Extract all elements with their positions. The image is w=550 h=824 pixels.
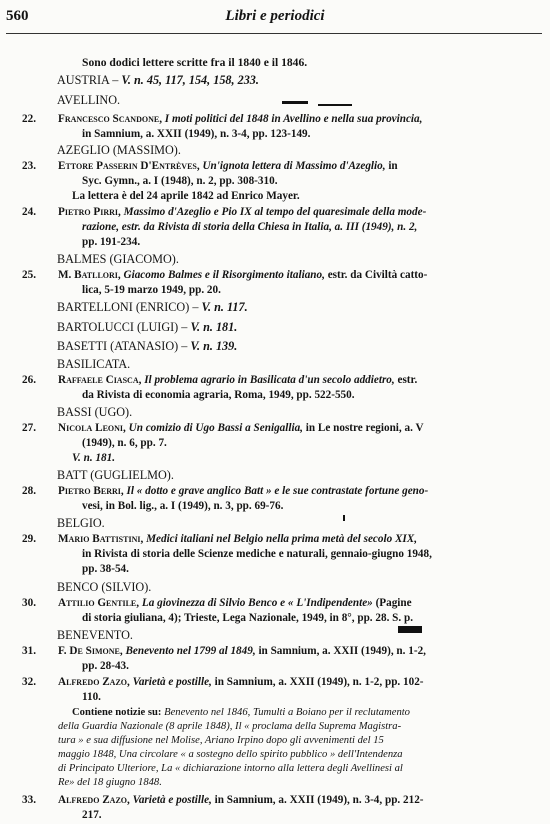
section-heading: AUSTRIA – — [57, 73, 119, 87]
note-line: tura » e sua diffusione nel Molise, Ariano Irpino dopo gli avvenimenti del 15 — [58, 735, 384, 746]
entry-number: 29. — [22, 533, 36, 545]
entry-title: La giovinezza di Silvio Benco e « L'Indipendente» — [141, 597, 373, 609]
entry-number: 28. — [22, 485, 36, 497]
entry-author: Pietro Berri, — [58, 485, 124, 497]
entry-author: Attilio Gentile, — [58, 597, 140, 609]
section-batt: BATT (GUGLIELMO). — [57, 468, 174, 482]
entry-continuation: da Rivista di economia agraria, Roma, 1949, pp. 522-550. — [82, 389, 355, 401]
entry-continuation: Syc. Gymn., a. I (1948), n. 2, pp. 308-310. — [82, 175, 278, 187]
section-heading: BARTELLONI (ENRICO) – — [57, 300, 199, 314]
entry-title: Giacomo Balmes e il Risorgimento italiano, — [123, 269, 325, 281]
entry-continuation: razione, estr. da Rivista di storia della Chiesa in Italia, a. III (1949), n. 2, — [82, 221, 418, 233]
section-azeglio: AZEGLIO (MASSIMO). — [57, 143, 181, 157]
entry-number: 25. — [22, 269, 36, 281]
entry-title: Il « dotto e grave anglico Batt » e le sue contrastate fortune geno- — [126, 485, 429, 497]
note-line: Re» del 18 giugno 1848. — [58, 777, 162, 788]
entry-continuation: lica, 5-19 marzo 1949, pp. 20. — [82, 284, 221, 296]
section-avellino: AVELLINO. — [57, 93, 121, 107]
entry-continuation: in Samnium, a. XXII (1949), n. 3-4, pp. 123-149. — [82, 128, 311, 140]
section-balmes: BALMES (GIACOMO). — [57, 252, 179, 266]
entry-23 — [58, 159, 398, 173]
entry-author: M. Batllori, — [58, 269, 121, 281]
entry-number: 32. — [22, 676, 36, 688]
entry-continuation: 217. — [82, 809, 102, 821]
entry-author: Pietro Pirri, — [58, 206, 121, 218]
section-ref: V. n. 45, 117, 154, 158, 233. — [121, 73, 259, 87]
entry-title-tail: in Samnium, a. XXII (1949), n. 3-4, pp. 212- — [211, 794, 424, 806]
entry-title: Un'ignota lettera di Massimo d'Azeglio, — [202, 160, 386, 172]
entry-26 — [58, 373, 417, 387]
entry-author: F. De Simone, — [58, 645, 123, 657]
entry-note — [72, 706, 410, 720]
note-line: maggio 1848, Una circolare « a sostegno dello spirito pubblico » dell'Intendenza — [58, 749, 403, 760]
section-ref: V. n. 117. — [201, 300, 248, 314]
entry-author: Mario Battistini, — [58, 533, 144, 545]
entry-22 — [58, 112, 422, 126]
entry-continuation: pp. 38-54. — [82, 563, 129, 575]
entry-number: 23. — [22, 160, 36, 172]
entry-title: Massimo d'Azeglio e Pio IX al tempo del quaresimale della mode- — [123, 206, 427, 218]
entry-number: 26. — [22, 374, 36, 386]
section-austria — [57, 73, 259, 87]
entry-title-tail: estr. — [394, 374, 418, 386]
section-bassi: BASSI (UGO). — [57, 405, 133, 419]
entry-title: Medici italiani nel Belgio nella prima metà del secolo XIX, — [146, 533, 418, 545]
ink-smudge — [282, 101, 308, 104]
entry-author: Raffaele Ciasca, — [58, 374, 142, 386]
entry-title: Varietà e postille, — [132, 794, 212, 806]
entry-continuation: (1949), n. 6, pp. 7. — [82, 437, 167, 449]
entry-number: 22. — [22, 113, 36, 125]
note-lead: Contiene notizie su: — [72, 707, 162, 718]
entry-27 — [58, 421, 424, 435]
section-ref: V. n. 181. — [190, 320, 238, 334]
entry-author: Ettore Passerin D'Entrèves, — [58, 160, 200, 172]
entry-title-tail: in Le nostre regioni, a. V — [302, 422, 424, 434]
entry-title: Benevento nel 1799 al 1849, — [125, 645, 256, 657]
entry-title: Il problema agrario in Basilicata d'un secolo addietro, — [144, 374, 395, 386]
header-rule — [6, 33, 542, 34]
entry-title: Un comizio di Ugo Bassi a Senigallia, — [128, 422, 303, 434]
entry-32 — [58, 675, 424, 689]
entry-28 — [58, 484, 428, 498]
entry-author: Francesco Scandone, — [58, 113, 162, 125]
section-heading: BASETTI (ATANASIO) – — [57, 339, 188, 353]
section-belgio: BELGIO. — [57, 516, 105, 530]
section-basetti — [57, 339, 237, 353]
section-benevento: BENEVENTO. — [57, 628, 133, 642]
entry-author: Nicola Leoni, — [58, 422, 126, 434]
note-line: Benevento nel 1846, Tumulti a Boiano per il reclutamento — [164, 707, 410, 718]
entry-number: 31. — [22, 645, 36, 657]
entry-title-tail: (Pagine — [372, 597, 412, 609]
entry-title-tail: in Samnium, a. XXII (1949), n. 1-2, pp. 102- — [211, 676, 424, 688]
entry-30 — [58, 596, 412, 610]
entry-number: 24. — [22, 206, 36, 218]
entry-title: I moti politici del 1848 in Avellino e nella sua provincia, — [164, 113, 423, 125]
entry-33 — [58, 793, 424, 807]
section-basilicata: BASILICATA. — [57, 357, 131, 371]
entry-continuation: pp. 28-43. — [82, 660, 129, 672]
entry-continuation: di storia giuliana, 4); Trieste, Lega Nazionale, 1949, in 8°, pp. 28. S. p. — [82, 612, 414, 624]
entry-continuation: 110. — [82, 691, 101, 703]
section-heading: BARTOLUCCI (LUIGI) – — [57, 320, 188, 334]
running-title: Libri e periodici — [225, 8, 325, 24]
section-ref: V. n. 139. — [190, 339, 238, 353]
entry-continuation: vesi, in Bol. lig., a. I (1949), n. 3, pp. 69-76. — [82, 500, 284, 512]
entry-24 — [58, 205, 426, 219]
note-line: della Guardia Nazionale (8 aprile 1848), Il « proclama della Suprema Magistra- — [58, 721, 402, 732]
section-benco: BENCO (SILVIO). — [57, 580, 152, 594]
ink-speck — [343, 515, 345, 521]
entry-title: Varietà e postille, — [132, 676, 212, 688]
entry-number: 30. — [22, 597, 36, 609]
note-line: di Principato Ulteriore, La « dichiarazione intorno alla lettera degli Avellinesi al — [58, 763, 403, 774]
entry-number: 33. — [22, 794, 36, 806]
entry-continuation: pp. 191-234. — [82, 236, 141, 248]
page-number: 560 — [6, 8, 29, 24]
entry-29 — [58, 532, 417, 546]
entry-title-tail: in — [385, 160, 398, 172]
entry-title-tail: estr. da Civiltà catto- — [324, 269, 428, 281]
page-header — [0, 8, 550, 32]
entry-31 — [58, 644, 426, 658]
entry-author: Alfredo Zazo, — [58, 676, 130, 688]
entry-25 — [58, 268, 427, 282]
entry-number: 27. — [22, 422, 36, 434]
entry-note: La lettera è del 24 aprile 1842 ad Enrico Mayer. — [72, 190, 300, 202]
intro-text: Sono dodici lettere scritte fra il 1840 e il 1846. — [82, 56, 308, 69]
section-bartelloni — [57, 300, 248, 314]
entry-author: Alfredo Zazo, — [58, 794, 130, 806]
entry-ref: V. n. 181. — [72, 452, 116, 464]
ink-smudge — [398, 626, 422, 633]
section-bartolucci — [57, 320, 237, 334]
entry-continuation: in Rivista di storia delle Scienze mediche e naturali, gennaio-giugno 1948, — [82, 548, 432, 560]
ink-smudge — [318, 104, 352, 106]
entry-title-tail: in Samnium, a. XXII (1949), n. 1-2, — [255, 645, 426, 657]
